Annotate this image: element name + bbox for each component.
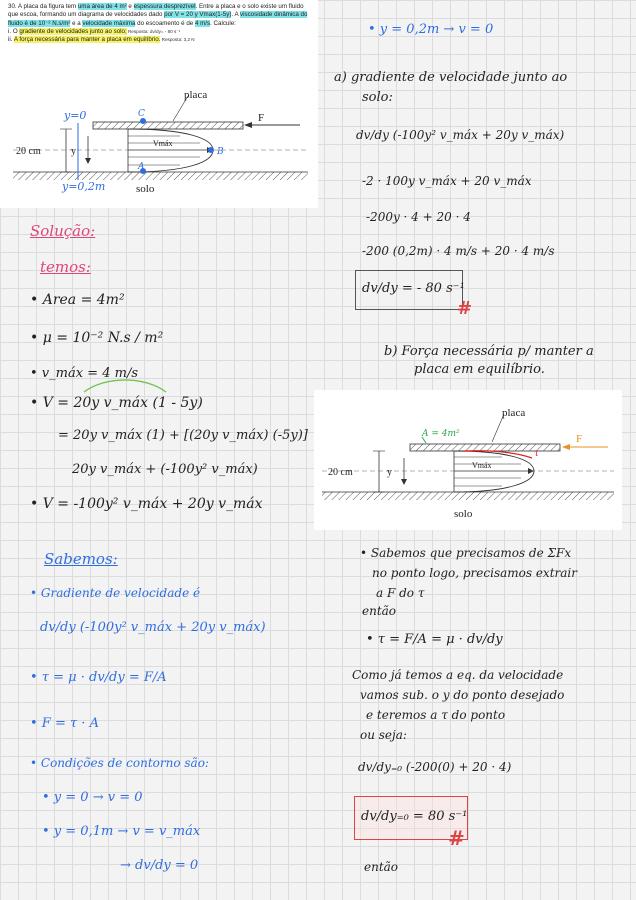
para-4: ou seja:: [360, 728, 407, 742]
highlight-thickness: espessura desprezível: [133, 3, 196, 10]
fig2-tau-label: τ: [534, 449, 539, 459]
tau-relation: • τ = F/A = μ · dv/dy: [366, 632, 503, 647]
tau-equation: • τ = μ · dv/dy = F/A: [30, 670, 167, 685]
part-a-title-2: solo:: [362, 90, 393, 105]
part-a-step-2: -2 · 100y v_máx + 20 v_máx: [362, 174, 532, 188]
fig1-dim-label: 20 cm: [16, 146, 41, 157]
part-a-result: dv/dy = - 80 s⁻¹: [362, 281, 465, 296]
fig2-dim-label: 20 cm: [328, 467, 353, 478]
velocity-final: • V = -100y² v_máx + 20y v_máx: [30, 496, 263, 512]
part-a-step-3: -200y · 4 + 20 · 4: [366, 210, 471, 224]
part-a-step-1: dv/dy (-100y² v_máx + 20y v_máx): [356, 128, 565, 142]
velocity-equation: • V = 20y v_máx (1 - 5y): [30, 395, 203, 411]
problem-number: 30.: [8, 3, 17, 10]
fig1-y-label: y: [71, 146, 76, 157]
flow-diagram-2: [314, 390, 622, 530]
para-1: Como já temos a eq. da velocidade: [352, 668, 564, 682]
condition-2: • y = 0,1m → v = v_máx: [42, 824, 201, 839]
heading-solucao: Solução:: [30, 222, 96, 240]
expansion-2: 20y v_máx + (-100y² v_máx): [72, 462, 258, 477]
fig2-solo-label: solo: [454, 508, 473, 520]
boundary-conditions-title: • Condições de contorno são:: [30, 756, 209, 770]
condition-1: • y = 0 → v = 0: [42, 790, 143, 805]
given-area: • Area = 4m²: [30, 292, 125, 308]
fig1-vmax-label: Vmáx: [153, 139, 173, 148]
given-mu: • μ = 10⁻² N.s / m²: [30, 330, 164, 346]
answer-ii: Resposta: 3,2 N: [160, 37, 195, 43]
highlight-viscosity: viscosidade dinâmica do fluido é de 10⁻² N.s/m²: [8, 11, 308, 27]
ground-shape: [13, 172, 308, 180]
highlight-vmax: velocidade máxima: [82, 19, 136, 27]
plate-shape: [93, 122, 243, 129]
check-mark-a: #: [457, 298, 473, 319]
part-b-title-2: placa em equilíbrio.: [414, 362, 545, 377]
sabemos-4: então: [362, 604, 397, 618]
part-a-step-4: -200 (0,2m) · 4 m/s + 20 · 4 m/s: [362, 244, 555, 258]
figure-2-box: [314, 390, 622, 530]
highlight-item-i: gradiente de velocidades junto ao solo;: [19, 27, 127, 35]
note-c: C: [138, 109, 145, 119]
fig2-y-label: y: [387, 467, 392, 478]
para-2: vamos sub. o y do ponto desejado: [360, 688, 565, 702]
note-b: B: [217, 147, 224, 157]
problem-text: 30. A placa da figura tem uma área de 4 m² e espessura desprezível. Entre a placa e o solo existe um fluido que escoa, formando um diagrama de velocidades dado por V = 20 y Vmax(1-5y). A viscosidade dinâmica do fluido é de 10⁻² N.s/m² e a velocidade máxima do escoamento é de 4 m/s. Calcule: i. O gradiente de velocidades junto ao solo; Resposta: dv/dy= - 80 s⁻¹ ii. A força necessária para manter a placa em equilíbrio. Resposta: 3,2 N: [8, 3, 308, 44]
part-a-result-box: [355, 270, 463, 310]
part-b-equation: dv/dy₌₀ (-200(0) + 20 · 4): [358, 760, 512, 774]
note-y0: y=0: [64, 109, 87, 122]
entao-label: então: [364, 860, 399, 874]
given-vmax: • v_máx = 4 m/s: [30, 366, 138, 381]
highlight-vmax-value: 4 m/s: [194, 19, 211, 27]
fig1-solo-label: solo: [136, 183, 155, 195]
sabemos-2: no ponto logo, precisamos extrair: [372, 566, 577, 580]
part-b-title: b) Força necessária p/ manter a: [384, 344, 594, 359]
sabemos-1: • Sabemos que precisamos de ΣFx: [360, 546, 572, 560]
green-arc: [80, 376, 170, 396]
gradient-title: • Gradiente de velocidade é: [30, 586, 201, 600]
gradient-equation: dv/dy (-100y² v_máx + 20y v_máx): [40, 620, 266, 635]
heading-sabemos: Sabemos:: [44, 550, 118, 568]
answer-i: Resposta: dv/dy= - 80 s⁻¹: [126, 28, 181, 34]
note-a: A: [138, 162, 145, 172]
note-y02: y=0,2m: [62, 180, 106, 193]
problem-statement: [0, 0, 318, 208]
fig2-placa-label: placa: [502, 407, 526, 419]
expansion-1: = 20y v_máx (1) + [(20y v_máx) (-5y)]: [58, 428, 308, 443]
highlight-area: uma área de 4 m²: [77, 3, 127, 10]
sabemos-3: a F do τ: [376, 586, 425, 600]
part-b-result: dv/dy₌₀ = 80 s⁻¹: [361, 809, 468, 824]
fig1-placa-label: placa: [184, 89, 208, 101]
para-3: e teremos a τ do ponto: [366, 708, 506, 722]
fig2-vmax-label: Vmáx: [472, 461, 492, 470]
ground-shape-2: [322, 492, 614, 500]
condition-3: → dv/dy = 0: [120, 858, 199, 873]
fig2-area-note: A = 4m²: [422, 429, 460, 439]
flow-diagram-1: [8, 84, 313, 202]
force-equation: • F = τ · A: [30, 716, 99, 731]
highlight-velocity: por V = 20 y Vmax(1-5y): [164, 11, 232, 19]
condition-4: • y = 0,2m → v = 0: [368, 22, 494, 37]
fig1-f-label: F: [258, 112, 265, 124]
part-a-title: a) gradiente de velocidade junto ao: [334, 70, 568, 85]
fig2-f-label: F: [576, 433, 583, 445]
point-b: [208, 147, 214, 153]
heading-temos: temos:: [40, 258, 91, 276]
highlight-item-ii: A força necessária para manter a placa em equilíbrio.: [13, 36, 161, 44]
check-mark-b: #: [448, 826, 465, 850]
